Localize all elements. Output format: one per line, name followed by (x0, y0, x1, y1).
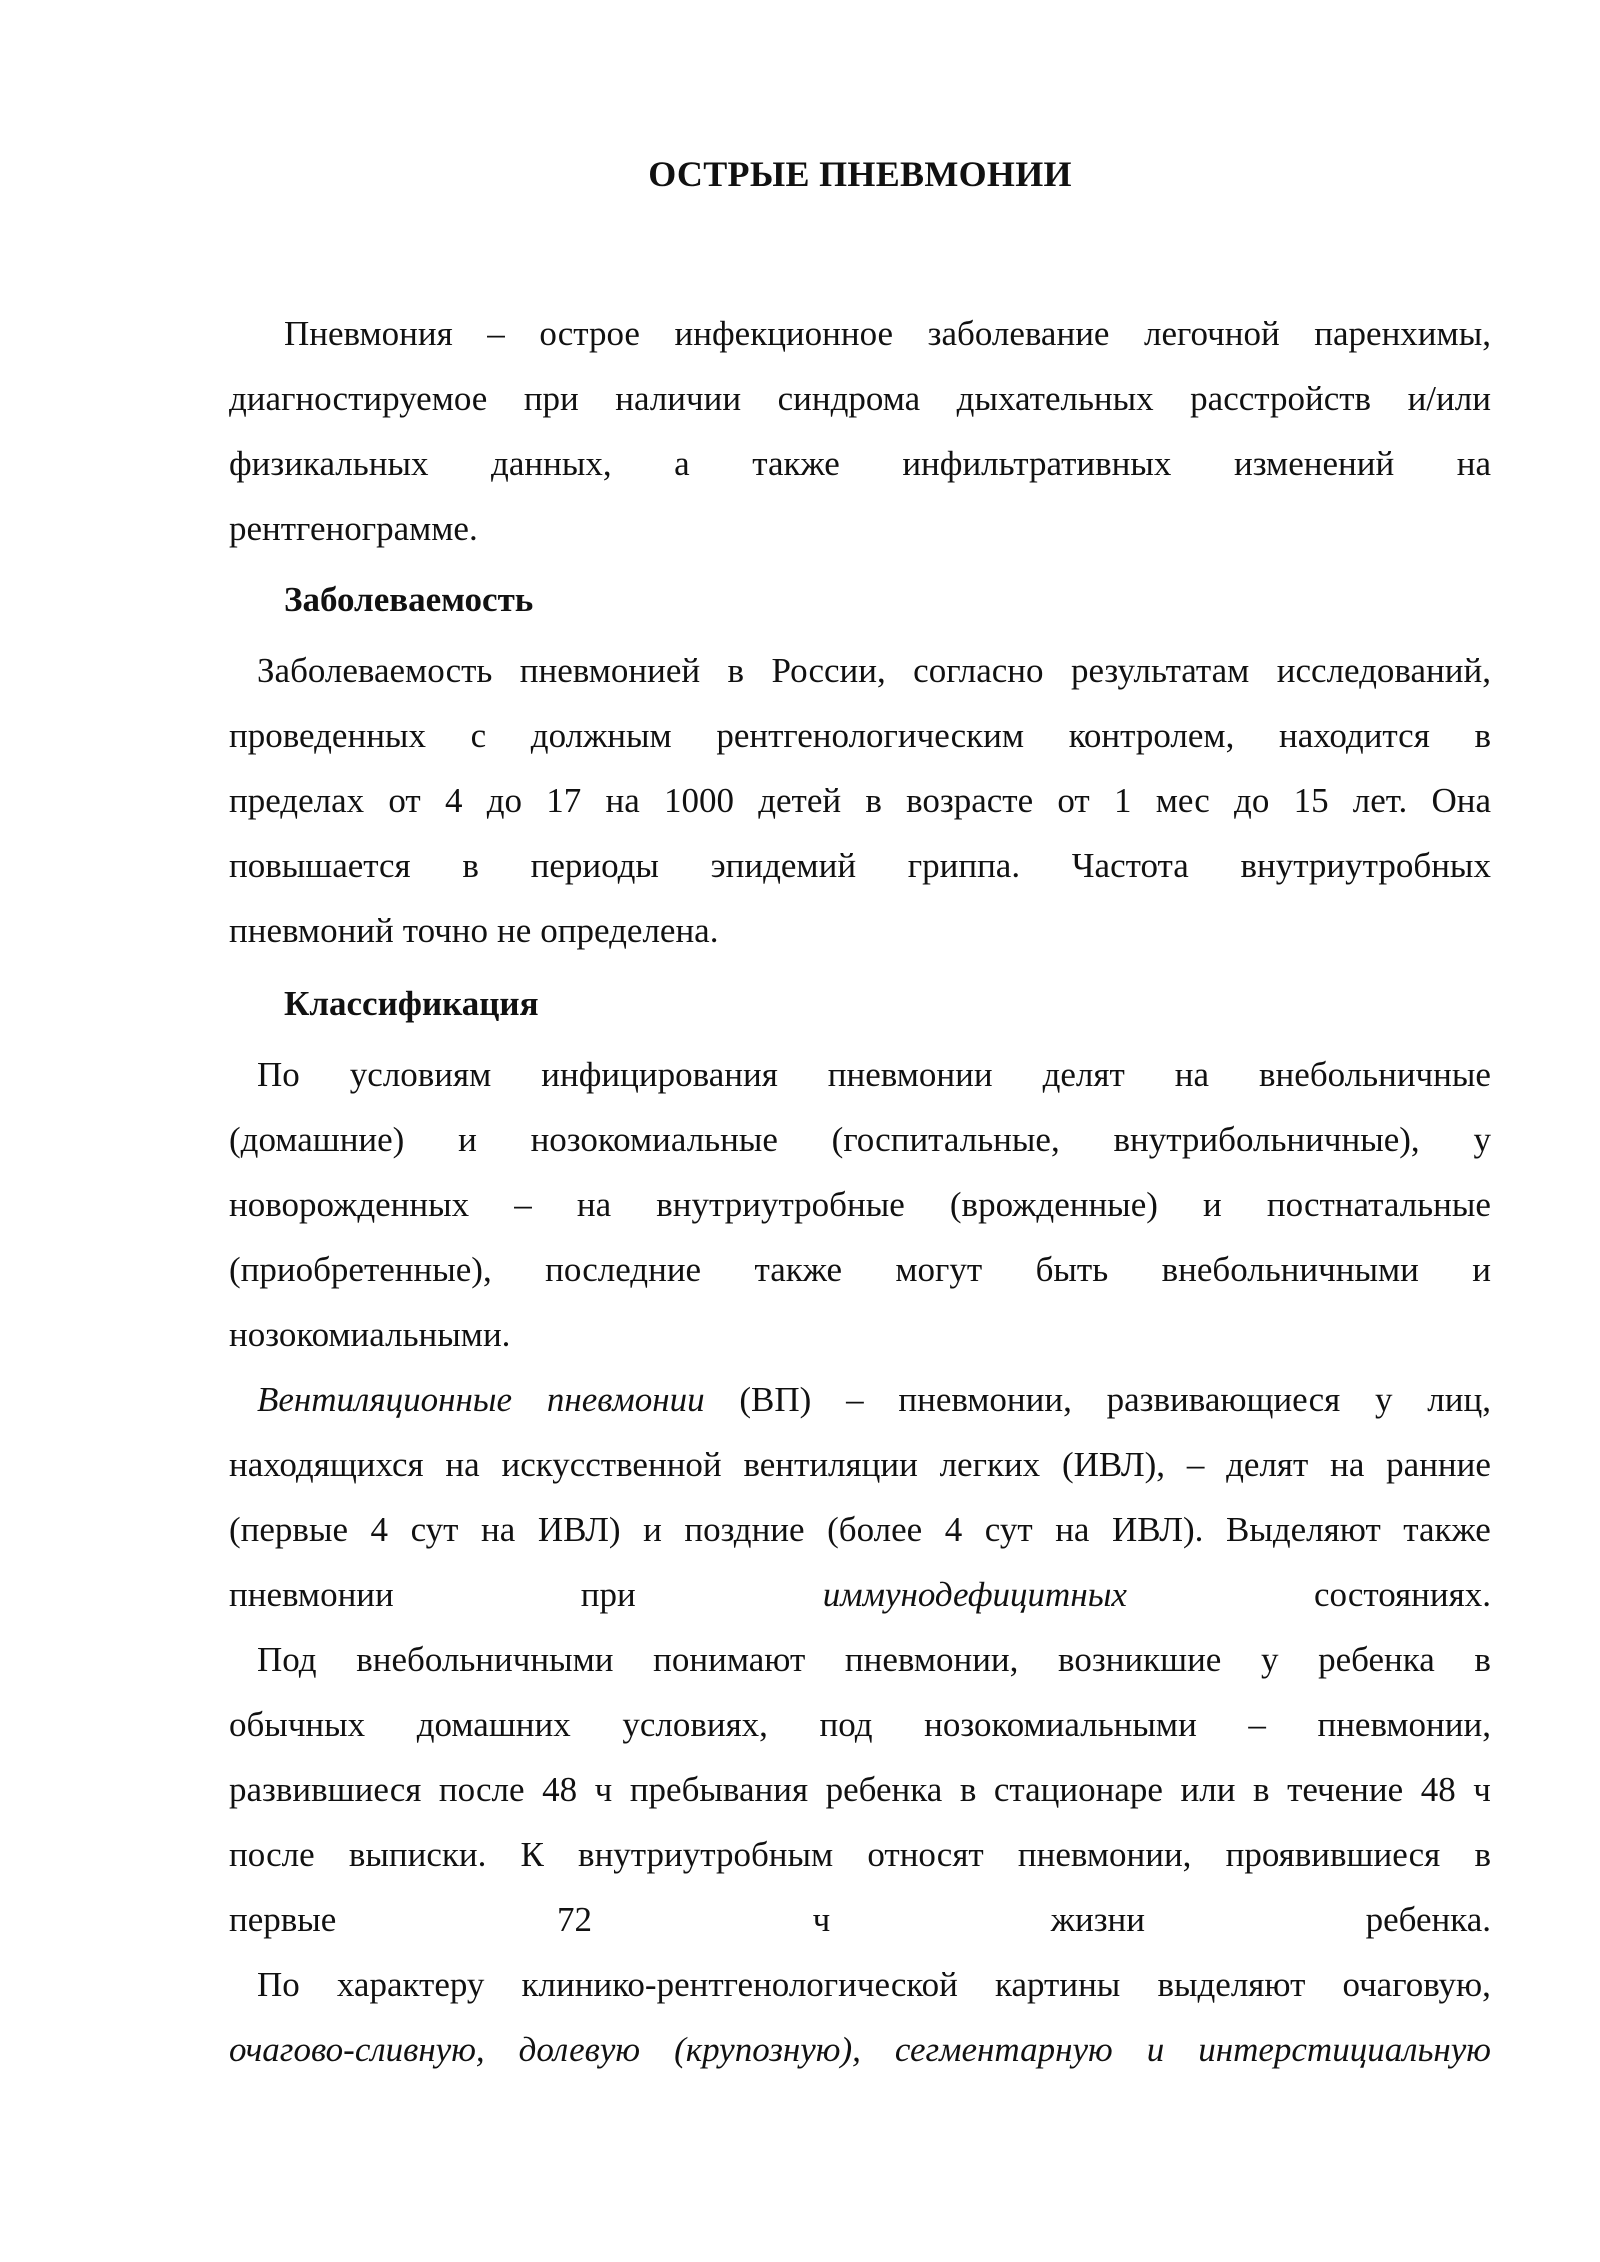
word: данных, (491, 444, 612, 483)
word: 72 (556, 1900, 592, 1939)
word: в (1474, 1640, 1491, 1679)
document-page (229, 0, 1491, 2262)
word: инфильтративных (902, 444, 1172, 483)
word: могут (895, 1250, 983, 1289)
word: и (1203, 1185, 1222, 1224)
word: проведенных (229, 716, 426, 755)
word: жизни (1050, 1900, 1145, 1939)
word: результатам (1070, 651, 1250, 690)
word: делят (1042, 1055, 1125, 1094)
word: развивающиеся (1106, 1380, 1341, 1419)
word: инфекционное (674, 314, 894, 353)
word: Выделяют (1225, 1510, 1381, 1549)
word: и (1146, 2030, 1165, 2069)
word: искусственной (501, 1445, 722, 1484)
word: должным (530, 716, 672, 755)
word: лет. (1352, 781, 1408, 820)
word: очаговую, (1342, 1965, 1491, 2004)
word: относят (867, 1835, 984, 1874)
word: заболевание (927, 314, 1110, 353)
word: ч (594, 1770, 613, 1809)
word: физикальных (229, 444, 429, 483)
word: дыхательных (956, 379, 1154, 418)
word: эпидемий (710, 846, 857, 885)
word: от (388, 781, 421, 820)
word: Под (257, 1640, 317, 1679)
word: в (1252, 1770, 1270, 1809)
word: пневмонии (229, 1575, 394, 1614)
word: – (1186, 1445, 1205, 1484)
word: на (445, 1445, 480, 1484)
word: сегментарную (894, 2030, 1113, 2069)
word: 15 (1293, 781, 1329, 820)
word: стационаре (993, 1770, 1163, 1809)
word: проявившиеся (1225, 1835, 1441, 1874)
word: поздние (684, 1510, 805, 1549)
word: очагово-сливную, (229, 2030, 485, 2069)
word: также (1403, 1510, 1491, 1549)
word: картины (995, 1965, 1121, 2004)
word: наличии (615, 379, 742, 418)
word: Заболеваемость (257, 651, 493, 690)
word: интерстициальную (1198, 2030, 1491, 2069)
word: последние (545, 1250, 702, 1289)
word: характеру (336, 1965, 485, 2004)
word: – (846, 1380, 864, 1419)
word: повышается (229, 846, 411, 885)
text-line (229, 709, 1491, 763)
word: согласно (913, 651, 1044, 690)
text-line (229, 307, 1491, 361)
word: легких (939, 1445, 1041, 1484)
word: Она (1431, 781, 1491, 820)
text-line (229, 1893, 1491, 1947)
word: исследований, (1276, 651, 1491, 690)
word: иммунодефицитных (822, 1575, 1127, 1614)
word: в (1474, 1835, 1491, 1874)
text-line (229, 1503, 1491, 1557)
word: делят (1226, 1445, 1309, 1484)
text-line (229, 1308, 1491, 1362)
word: контролем, (1068, 716, 1235, 755)
word: точно (402, 911, 489, 950)
word: у (1375, 1380, 1393, 1419)
text-line (229, 502, 1491, 556)
word: легочной (1144, 314, 1280, 353)
word: состояниях. (1313, 1575, 1491, 1614)
text-line (229, 372, 1491, 426)
word: 4 (444, 781, 463, 820)
text-line (229, 1373, 1491, 1427)
word: внебольничными (1161, 1250, 1419, 1289)
word: на (1174, 1055, 1210, 1094)
word: на (1330, 1445, 1365, 1484)
text-line (229, 904, 1491, 958)
word: нозокомиальными (924, 1705, 1197, 1744)
word: новорожденных (229, 1185, 470, 1224)
word: ч (812, 1900, 831, 1939)
text-line (229, 1698, 1491, 1752)
text-line (229, 1568, 1491, 1622)
word: По (257, 1055, 300, 1094)
word: определена. (540, 911, 719, 950)
text-line (229, 644, 1491, 698)
word: (ВП) (739, 1380, 812, 1419)
word: клинико-рентгенологической (521, 1965, 958, 2004)
word: диагностируемое (229, 379, 488, 418)
word: нозокомиальными. (229, 1315, 511, 1354)
word: Частота (1071, 846, 1189, 885)
word: после (438, 1770, 525, 1809)
text-line (229, 839, 1491, 893)
word: после (229, 1835, 315, 1874)
word: внутриутробным (578, 1835, 834, 1874)
word: расстройств (1190, 379, 1372, 418)
word: 48 (542, 1770, 578, 1809)
word: под (819, 1705, 873, 1744)
word: К (520, 1835, 544, 1874)
word: а (674, 444, 690, 483)
word: внебольничные (1259, 1055, 1491, 1094)
word: 1 (1113, 781, 1132, 820)
word: выписки. (348, 1835, 487, 1874)
document-title: ОСТРЫЕ ПНЕВМОНИИ (648, 154, 1072, 194)
word: постнатальные (1266, 1185, 1491, 1224)
word: 17 (546, 781, 582, 820)
word: (ИВЛ), (1061, 1445, 1166, 1484)
text-line (229, 1958, 1491, 2012)
word: в (1474, 716, 1491, 755)
word: течение (1287, 1770, 1404, 1809)
heading-classification: Классификация (284, 984, 539, 1023)
word: в (865, 781, 882, 820)
word: на (605, 781, 640, 820)
word: внутриутробных (1240, 846, 1491, 885)
word: гриппа. (907, 846, 1021, 885)
word: 48 (1420, 1770, 1456, 1809)
word: домашних (416, 1705, 571, 1744)
word: (домашние) (229, 1120, 405, 1159)
text-line (229, 1438, 1491, 1492)
word: и (643, 1510, 662, 1549)
word: до (1234, 781, 1270, 820)
word: внутриутробные (656, 1185, 905, 1224)
word: не (497, 911, 532, 950)
word: первые (229, 1900, 337, 1939)
text-line (229, 1763, 1491, 1817)
text-line (229, 437, 1491, 491)
word: возрасте (906, 781, 1034, 820)
word: (врожденные) (949, 1185, 1158, 1224)
word: на (481, 1510, 516, 1549)
text-line (229, 1243, 1491, 1297)
word: у (1473, 1120, 1491, 1159)
text-line (229, 1178, 1491, 1232)
word: при (580, 1575, 636, 1614)
word: паренхимы, (1314, 314, 1491, 353)
word: ИВЛ). (1112, 1510, 1204, 1549)
word: пневмонии (546, 1380, 705, 1419)
word: Пневмония (284, 314, 453, 353)
text-line (229, 1113, 1491, 1167)
word: возникшие (1058, 1640, 1222, 1679)
word: детей (758, 781, 842, 820)
word: острое (539, 314, 640, 353)
word: ребенка (1318, 1640, 1435, 1679)
word: пневмонии, (1317, 1705, 1491, 1744)
word: условиям (349, 1055, 492, 1094)
word: – (1248, 1705, 1266, 1744)
word: (более (827, 1510, 923, 1549)
word: также (752, 444, 840, 483)
word: рентгенологическим (716, 716, 1025, 755)
word: ранние (1386, 1445, 1491, 1484)
word: (госпитальные, (831, 1120, 1060, 1159)
word: нозокомиальные (530, 1120, 778, 1159)
word: пневмоний (229, 911, 394, 950)
word: инфицирования (541, 1055, 778, 1094)
word: выделяют (1157, 1965, 1306, 2004)
word: пребывания (629, 1770, 809, 1809)
word: – (487, 314, 505, 353)
word: развившиеся (229, 1770, 422, 1809)
word: (приобретенные), (229, 1250, 492, 1289)
text-line (229, 2023, 1491, 2077)
text-line (229, 774, 1491, 828)
word: рентгенограмме. (229, 509, 478, 548)
word: пневмонии, (1017, 1835, 1192, 1874)
text-line (229, 1048, 1491, 1102)
word: изменений (1233, 444, 1395, 483)
word: в (462, 846, 479, 885)
word: По (257, 1965, 300, 2004)
word: условиях, (622, 1705, 768, 1744)
word: сут (410, 1510, 459, 1549)
word: периоды (530, 846, 659, 885)
word: с (470, 716, 487, 755)
word: и/или (1407, 379, 1491, 418)
word: ИВЛ) (537, 1510, 621, 1549)
word: находится (1278, 716, 1430, 755)
word: в (727, 651, 745, 690)
word: пневмонией (519, 651, 701, 690)
word: до (486, 781, 523, 820)
word: долевую (518, 2030, 641, 2069)
word: пределах (229, 781, 365, 820)
word: ребенка (825, 1770, 943, 1809)
word: 1000 (663, 781, 734, 820)
word: ч (1473, 1770, 1491, 1809)
word: на (1055, 1510, 1090, 1549)
word: вентиляции (743, 1445, 918, 1484)
word: быть (1035, 1250, 1109, 1289)
word: у (1260, 1640, 1279, 1679)
word: лиц, (1427, 1380, 1491, 1419)
word: 4 (370, 1510, 389, 1549)
word: также (754, 1250, 843, 1289)
word: пневмонии, (844, 1640, 1019, 1679)
word: пневмонии (827, 1055, 993, 1094)
word: и (458, 1120, 477, 1159)
word: – (514, 1185, 532, 1224)
word: мес (1155, 781, 1210, 820)
word: ребенка. (1365, 1900, 1491, 1939)
word: находящихся (229, 1445, 424, 1484)
text-line (229, 1828, 1491, 1882)
word: Вентиляционные (257, 1380, 513, 1419)
word: 4 (944, 1510, 963, 1549)
word: (первые (229, 1510, 348, 1549)
heading-incidence: Заболеваемость (284, 580, 534, 619)
word: (крупозную), (674, 2030, 861, 2069)
word: внебольничными (356, 1640, 614, 1679)
word: или (1180, 1770, 1236, 1809)
word: России, (771, 651, 886, 690)
word: от (1057, 781, 1090, 820)
word: при (523, 379, 579, 418)
word: понимают (653, 1640, 806, 1679)
word: сут (984, 1510, 1033, 1549)
word: на (576, 1185, 612, 1224)
word: и (1472, 1250, 1491, 1289)
word: пневмонии, (898, 1380, 1072, 1419)
word: внутрибольничные), (1113, 1120, 1420, 1159)
text-line (229, 1633, 1491, 1687)
word: в (959, 1770, 977, 1809)
word: синдрома (777, 379, 921, 418)
word: на (1456, 444, 1491, 483)
word: обычных (229, 1705, 366, 1744)
